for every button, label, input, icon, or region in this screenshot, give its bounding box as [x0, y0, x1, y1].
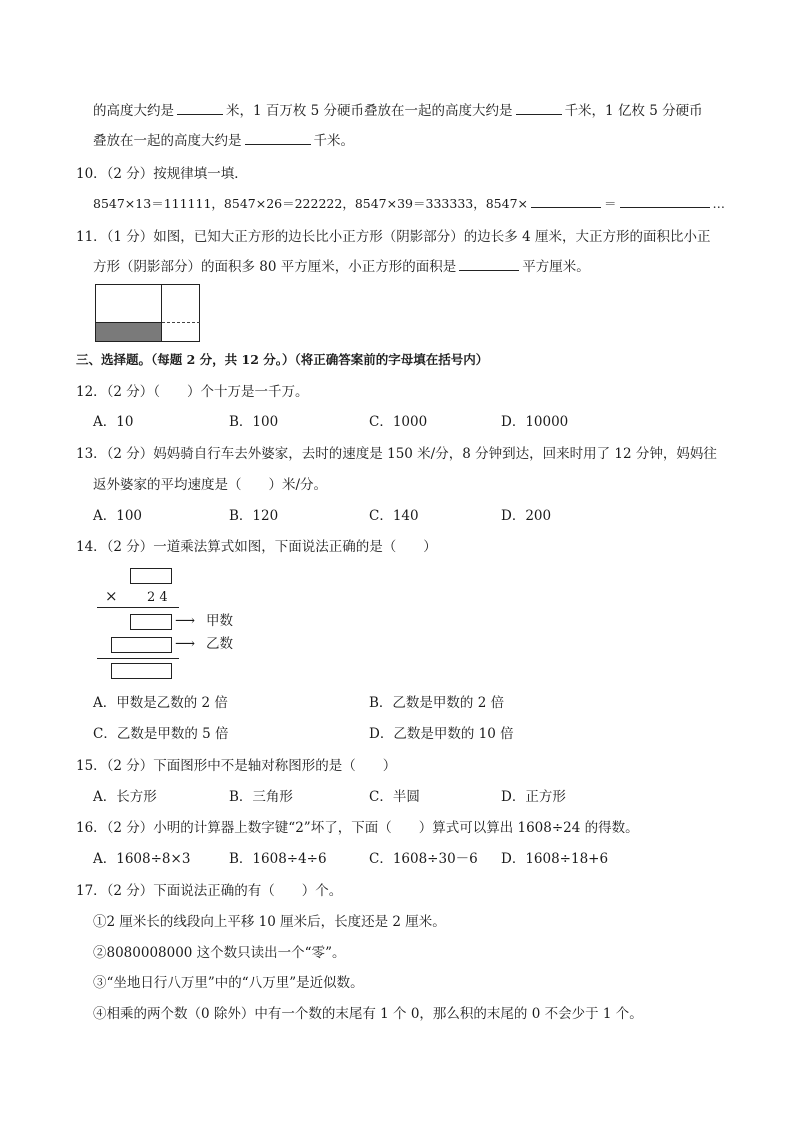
q14-label-jia: 甲数	[206, 613, 233, 629]
q9-blank-2[interactable]	[516, 101, 562, 115]
q9-text-d: 叠放在一起的高度大约是	[93, 133, 242, 149]
q17-item-2: ②8080008000 这个数只读出一个“零”。	[93, 945, 346, 961]
q14-arrow-a: ⟶	[175, 613, 196, 629]
q15-option-d[interactable]: D．正方形	[501, 789, 566, 805]
q9-text-b: 米，1 百万枚 5 分硬币叠放在一起的高度大约是	[226, 103, 513, 119]
q9-line1	[93, 101, 703, 121]
q16-option-c[interactable]: C．1608÷30－6	[369, 851, 478, 867]
section-3-title: 三、选择题。（每题 2 分，共 12 分。）（将正确答案前的字母填在括号内）	[76, 352, 489, 367]
q9-blank-3[interactable]	[245, 131, 311, 145]
q14-partial-b-box	[111, 637, 172, 653]
q13-option-b[interactable]: B．120	[229, 508, 279, 524]
q14-partial-a-box	[130, 614, 172, 630]
q10-stem: 10．（2 分）按规律填一填．	[76, 166, 248, 182]
q14-rule-2	[97, 658, 179, 659]
q11-line1: 11．（1 分）如图，已知大正方形的边长比小正方形（阴影部分）的边长多 4 厘米，大正方形的面积比小正	[76, 229, 711, 245]
q11-dashed-h	[162, 322, 200, 323]
q9-line2	[93, 131, 354, 151]
q14-label-yi: 乙数	[206, 636, 233, 652]
q14-option-b[interactable]: B．乙数是甲数的 2 倍	[369, 695, 505, 711]
q15-option-a[interactable]: A．长方形	[93, 789, 157, 805]
q10-expr-text: 8547×13＝111111，8547×26＝222222，8547×39＝333333，8547×	[93, 196, 529, 211]
q12-option-b[interactable]: B．100	[229, 414, 279, 430]
q17-item-1: ①2 厘米长的线段向上平移 10 厘米后，长度还是 2 厘米。	[93, 914, 446, 930]
q16-stem: 16．（2 分）小明的计算器上数字键“2”坏了，下面（ ）算式可以算出 1608÷24 的得数。	[76, 820, 639, 836]
q9-text-e: 千米。	[313, 133, 354, 149]
q12-stem: 12．（2 分）（ ）个十万是一千万。	[76, 384, 309, 400]
q13-line2: 返外婆家的平均速度是（ ）米/分。	[93, 477, 328, 493]
q10-equals: ＝	[604, 196, 617, 211]
q15-stem: 15．（2 分）下面图形中不是轴对称图形的是（ ）	[76, 758, 397, 774]
q9-text-c: 千米，1 亿枚 5 分硬币	[564, 103, 703, 119]
q10-blank-1[interactable]	[531, 194, 601, 208]
q10-blank-2[interactable]	[620, 194, 710, 208]
q9-text-a: 的高度大约是	[93, 103, 174, 119]
q16-option-d[interactable]: D．1608÷18+6	[501, 851, 609, 867]
q14-option-d[interactable]: D．乙数是甲数的 10 倍	[369, 726, 514, 742]
q11-figure	[95, 284, 200, 342]
q14-arrow-b: ⟶	[175, 636, 196, 652]
q13-option-c[interactable]: C．140	[369, 508, 419, 524]
q11-text-a: 方形（阴影部分）的面积多 80 平方厘米，小正方形的面积是	[93, 259, 457, 275]
q17-item-3: ③“坐地日行八万里”中的“八万里”是近似数。	[93, 975, 364, 991]
q12-option-a[interactable]: A．10	[93, 414, 134, 430]
q11-blank[interactable]	[459, 257, 519, 271]
q11-text-b: 平方厘米。	[522, 259, 590, 275]
q14-rule-1	[97, 607, 179, 608]
q11-vertical-line	[161, 284, 162, 342]
q10-ellipsis: …	[712, 196, 726, 211]
q14-multiplicand-box	[130, 568, 172, 584]
q12-option-d[interactable]: D．10000	[501, 414, 569, 430]
q14-times-sign: ×	[105, 587, 118, 605]
q16-option-a[interactable]: A．1608÷8×3	[93, 851, 191, 867]
q10-expression	[93, 194, 725, 214]
q17-item-4: ④相乘的两个数（0 除外）中有一个数的末尾有 1 个 0，那么积的末尾的 0 不会少于 1 个。	[93, 1006, 643, 1022]
q15-option-b[interactable]: B．三角形	[229, 789, 293, 805]
q14-stem: 14．（2 分）一道乘法算式如图，下面说法正确的是（ ）	[76, 539, 437, 555]
q13-line1: 13．（2 分）妈妈骑自行车去外婆家，去时的速度是 150 米/分，8 分钟到达，回来时用了 12 分钟，妈妈往	[76, 446, 717, 462]
q15-option-c[interactable]: C．半圆	[369, 789, 420, 805]
q13-option-d[interactable]: D．200	[501, 508, 552, 524]
q17-stem: 17．（2 分）下面说法正确的有（ ）个。	[76, 883, 343, 899]
q9-blank-1[interactable]	[177, 101, 223, 115]
q12-option-c[interactable]: C．1000	[369, 414, 428, 430]
q16-option-b[interactable]: B．1608÷4÷6	[229, 851, 327, 867]
q14-product-box	[111, 663, 172, 679]
q11-shaded-square	[95, 322, 162, 342]
q13-option-a[interactable]: A．100	[93, 508, 143, 524]
q11-line2	[93, 257, 590, 277]
q14-option-c[interactable]: C．乙数是甲数的 5 倍	[93, 726, 229, 742]
q14-multiplier: 2 4	[147, 590, 168, 605]
q14-option-a[interactable]: A．甲数是乙数的 2 倍	[93, 695, 228, 711]
q11-divider	[95, 322, 162, 323]
